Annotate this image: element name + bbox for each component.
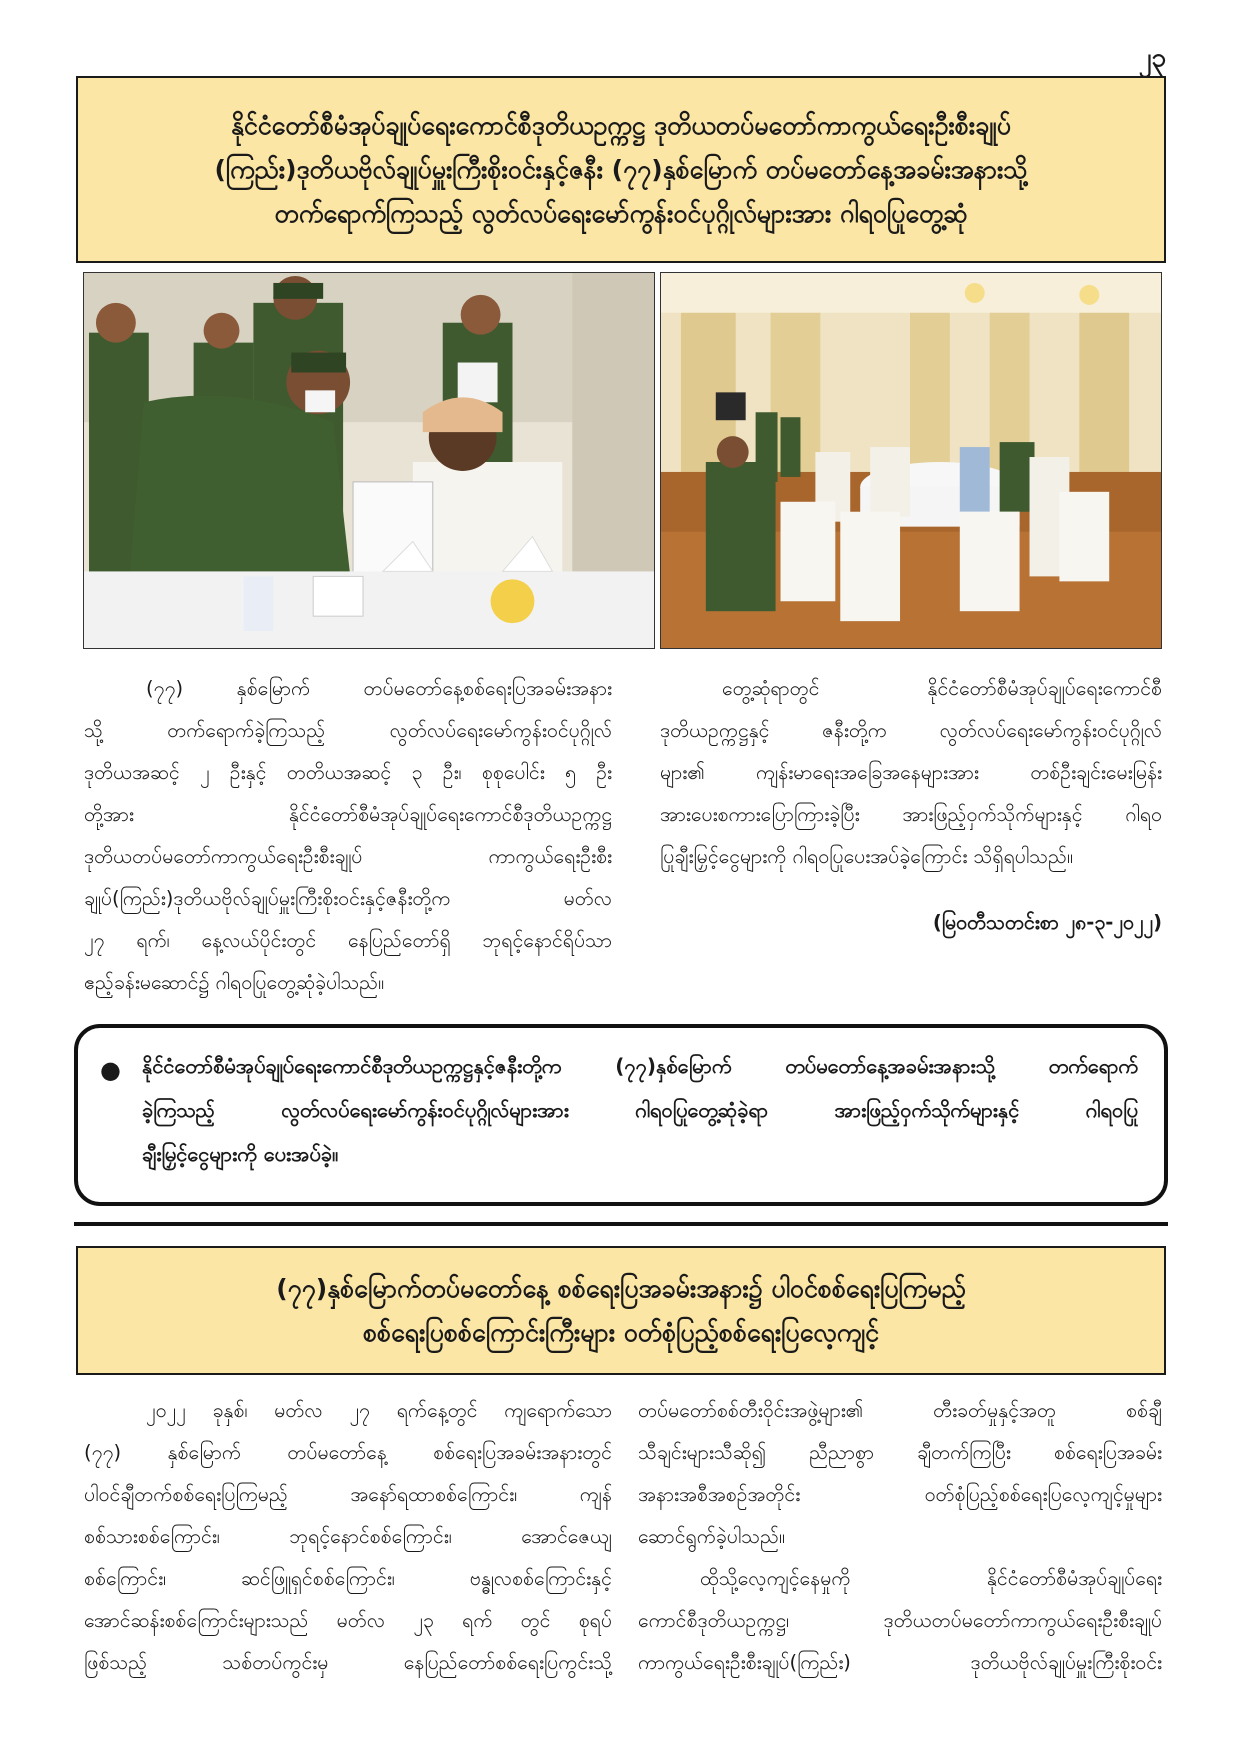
article-line: ပြုချီးမြှင့်ငွေများကို ဂါရဝပြုပေးအပ်ခဲ့ကြောင်း သိရှိရပါသည်။ [660,845,1073,868]
article-line: (၇၇) နှစ်မြောက် တပ်မတော်နေ့စစ်ရေးပြအခမ်းအနား [146,677,612,700]
summary-box [74,1024,1168,1206]
article-line: တို့အား နိုင်ငံတော်စီမံအုပ်ချုပ်ရေးကောင်စီဒုတိယဥက္ကဋ္ဌ [84,803,612,826]
article-line: စစ်ကြောင်း၊ ဆင်ဖြူရှင်စစ်ကြောင်း၊ ဗန္ဓုလစစ်ကြောင်းနှင့် [84,1567,612,1590]
article1-left-column [84,668,612,1004]
photo-illustration [661,273,1161,648]
article-line: (၇၇) နှစ်မြောက် တပ်မတော်နေ့ စစ်ရေးပြအခမ်းအနားတွင် [84,1441,612,1464]
photo-gift-presentation [83,272,655,649]
article-line: ဒုတိယဥက္ကဋ္ဌနှင့် ဇနီးတို့က လွတ်လပ်ရေးမော်ကွန်းဝင်ပုဂ္ဂိုလ် [660,719,1162,742]
article-line: သို့ တက်ရောက်ခဲ့ကြသည့် လွတ်လပ်ရေးမော်ကွန်းဝင်ပုဂ္ဂိုလ် [84,719,612,742]
news-source: (မြဝတီသတင်းစာ ၂၈-၃-၂၀၂၂) [932,911,1162,934]
article-line: တပ်မတော်စစ်တီးဝိုင်းအဖွဲ့များ၏ တီးခတ်မှုနှင့်အတူ စစ်ချီ [638,1399,1162,1422]
article2-left-column [84,1390,612,1684]
article-line: ဒုတိယအဆင့် ၂ ဦးနှင့် တတိယအဆင့် ၃ ဦး၊ စုစုပေါင်း ၅ ဦး [84,761,612,784]
article1-right-column [660,668,1162,944]
article-line: စစ်သားစစ်ကြောင်း၊ ဘုရင့်နောင်စစ်ကြောင်း၊ အောင်ဇေယျ [84,1525,612,1548]
article-line: အားပေးစကားပြောကြားခဲ့ပြီး အားဖြည့်ဝှက်သိုက်များနှင့် ဂါရဝ [660,803,1162,826]
summary-line: နိုင်ငံတော်စီမံအုပ်ချုပ်ရေးကောင်စီဒုတိယဥက္ကဋ္ဌနှင့်ဇနီးတို့က (၇၇)နှစ်မြောက် တပ်မတော်နေ့အခမ်းအနားသို့ တက်ရောက် [142,1054,1138,1078]
headline-box [76,76,1166,263]
article-line: ဖြစ်သည့် သစ်တပ်ကွင်းမှ နေပြည်တော်စစ်ရေးပြကွင်းသို့ [84,1651,612,1674]
summary-line: ခဲ့ကြသည့် လွတ်လပ်ရေးမော်ကွန်းဝင်ပုဂ္ဂိုလ်များအား ဂါရဝပြုတွေ့ဆုံခဲ့ရာ အားဖြည့်ဝှက်သိုက်များနှင့် ဂါရဝပြု [142,1098,1138,1122]
bullet-icon: ● [100,1056,121,1084]
article-line: ဒုတိယတပ်မတော်ကာကွယ်ရေးဦးစီးချုပ် ကာကွယ်ရေးဦးစီး [84,845,612,868]
article-line: ဧည့်ခန်းမဆောင်၌ ဂါရဝပြုတွေ့ဆုံခဲ့ပါသည်။ [84,971,385,994]
article-line: ၂၀၂၂ ခုနှစ်၊ မတ်လ ၂၇ ရက်နေ့တွင် ကျရောက်သော [146,1399,612,1422]
article-line: ကာကွယ်ရေးဦးစီးချုပ်(ကြည်း) ဒုတိယဗိုလ်ချုပ်မှူးကြီးစိုးဝင်း [638,1651,1162,1674]
headline-line: (ကြည်း)ဒုတိယဗိုလ်ချုပ်မှူးကြီးစိုးဝင်းနှင့်ဇနီး (၇၇)နှစ်မြောက် တပ်မတော်နေ့အခမ်းအနားသို့ [214,154,1028,184]
summary-line: ချီးမြှင့်ငွေများကို ပေးအပ်ခဲ့။ [142,1142,339,1166]
article-line: ကောင်စီဒုတိယဥက္ကဋ္ဌ၊ ဒုတိယတပ်မတော်ကာကွယ်ရေးဦးစီးချုပ် [638,1609,1162,1632]
article-line: ချုပ်(ကြည်း)ဒုတိယဗိုလ်ချုပ်မှူးကြီးစိုးဝင်းနှင့်ဇနီးတို့က မတ်လ [84,887,612,910]
article-line: အောင်ဆန်းစစ်ကြောင်းများသည် မတ်လ ၂၃ ရက် တွင် စုရပ် [84,1609,612,1632]
article-line: ဆောင်ရွက်ခဲ့ပါသည်။ [638,1525,785,1548]
article-line: သီချင်းများသီဆို၍ ညီညာစွာ ချီတက်ကြပြီး စစ်ရေးပြအခမ်း [638,1441,1162,1464]
article-line: အနားအစီအစဉ်အတိုင်း ဝတ်စုံပြည့်စစ်ရေးပြလေ့ကျင့်မှုများ [638,1483,1162,1506]
headline-box [76,1246,1166,1375]
photo-banquet-meeting [660,272,1162,649]
article-line: များ၏ ကျန်းမာရေးအခြေအနေများအား တစ်ဦးချင်းမေးမြန်း [660,761,1162,784]
page-number: ၂၃ [1138,43,1166,73]
article-line: ပါဝင်ချီတက်စစ်ရေးပြကြမည့် အနော်ရထာစစ်ကြောင်း၊ ကျန် [84,1483,612,1506]
headline-line: နိုင်ငံတော်စီမံအုပ်ချုပ်ရေးကောင်စီဒုတိယဥက္ကဋ္ဌ ဒုတိယတပ်မတော်ကာကွယ်ရေးဦးစီးချုပ် [231,110,1011,140]
photo-illustration [84,273,654,648]
headline-line: တက်ရောက်ကြသည့် လွတ်လပ်ရေးမော်ကွန်းဝင်ပုဂ္ဂိုလ်များအား ဂါရဝပြုတွေ့ဆုံ [274,198,968,228]
section-divider [74,1222,1168,1226]
headline-line: စစ်ရေးပြစစ်ကြောင်းကြီးများ ဝတ်စုံပြည့်စစ်ရေးပြလေ့ကျင့် [362,1317,879,1347]
article2-right-column [638,1390,1162,1684]
article-line: တွေ့ဆုံရာတွင် နိုင်ငံတော်စီမံအုပ်ချုပ်ရေးကောင်စီ [722,677,1162,700]
headline-line: (၇၇)နှစ်မြောက်တပ်မတော်နေ့ စစ်ရေးပြအခမ်းအနား၌ ပါဝင်စစ်ရေးပြကြမည့် [276,1273,966,1303]
article-line: ၂၇ ရက်၊ နေ့လယ်ပိုင်းတွင် နေပြည်တော်ရှိ ဘုရင့်နောင်ရိပ်သာ [84,929,612,952]
article-line: ထိုသို့လေ့ကျင့်နေမှုကို နိုင်ငံတော်စီမံအုပ်ချုပ်ရေး [700,1567,1162,1590]
